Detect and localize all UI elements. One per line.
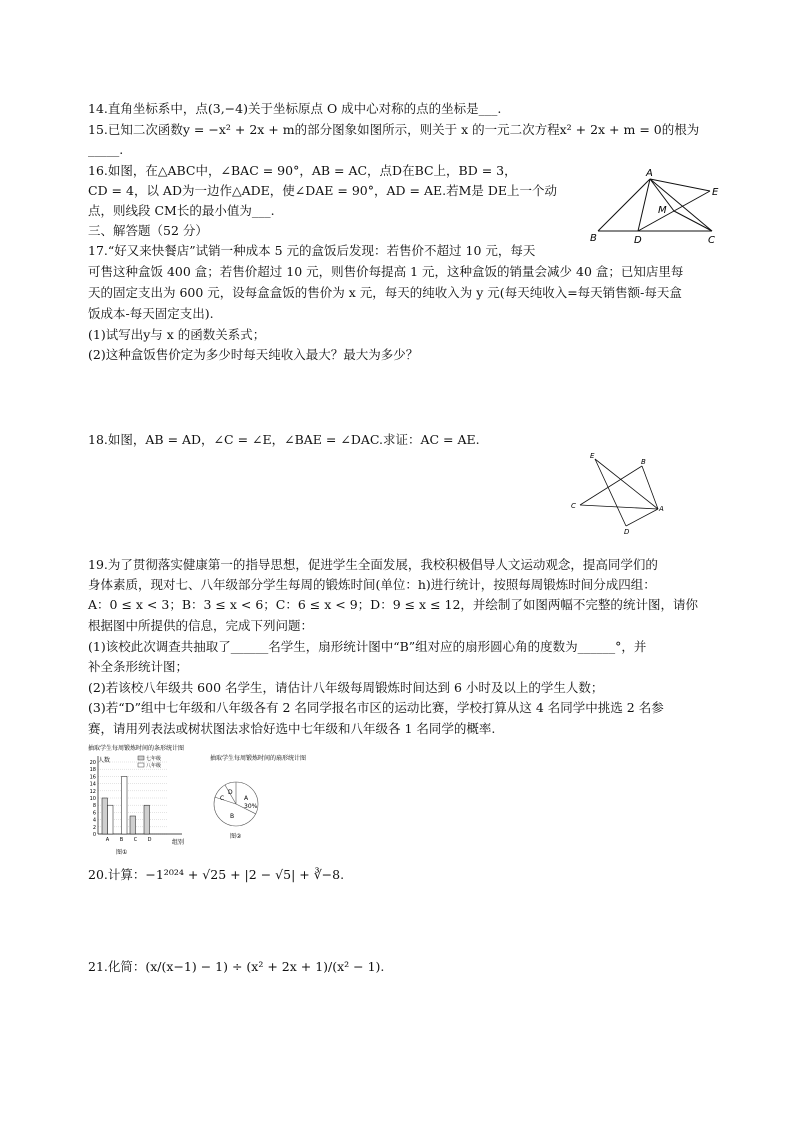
bar-chart (86, 742, 196, 860)
question-17-sub2: (2)这种盒饭售价定为多少时每天纯收入最大？最大为多少？ (88, 347, 419, 362)
bar-chart-xlabel: 组别 (172, 839, 185, 846)
question-19-line2: 身体素质，现对七、八年级部分学生每周的锻炼时间(单位：h)进行统计，按照每周锻炼时间分成四组： (88, 577, 656, 592)
bar-A-1 (108, 805, 114, 834)
bar-ytick-label: 10 (89, 796, 96, 802)
question-16-line3: 点，则线段 CM长的最小值为___. (88, 203, 275, 218)
bar-ytick-label: 6 (92, 810, 96, 817)
bar-legend-swatch (138, 756, 144, 760)
question-17-line3: 天的固定支出为 600 元，设每盒盒饭的售价为 x 元，每天的纯收入为 y 元(每天纯收入=每天销售额-每天盒 (88, 285, 682, 300)
pie-chart-title: 抽取学生每周锻炼时间的扇形统计图 (210, 755, 307, 762)
question-16-line1: 16.如图，在△ABC中，∠BAC = 90°，AB = AC，点D在BC上，BD = 3， (88, 163, 517, 178)
fig16-label-c: C (708, 235, 715, 246)
question-17-line1: 17.“好又来快餐店”试销一种成本 5 元的盒饭后发现：若售价不超过 10 元，每天 (88, 243, 536, 258)
bar-legend-label: 八年级 (146, 763, 162, 769)
question-19-line1: 19.为了贯彻落实健康第一的指导思想，促进学生全面发展，我校积极倡导人文运动观念，提高同学们的 (88, 557, 658, 572)
question-16-line2: CD = 4，以 AD为一边作△ADE，使∠DAE = 90°，AD = AE.若M是 DE上一个动 (88, 183, 558, 198)
bar-ytick-label: 14 (89, 781, 96, 788)
bar-C-0 (130, 816, 136, 834)
bar-chart-ylabel: 人数 (98, 757, 111, 764)
bar-ytick-label: 12 (89, 788, 96, 795)
fig16-label-m: M (658, 205, 667, 216)
question-19-sub3b: 赛，请用列表法或树状图法求恰好选中七年级和八年级各 1 名同学的概率. (88, 721, 496, 736)
question-18-figure (568, 452, 673, 536)
question-16-figure (590, 165, 730, 245)
question-15-line1: 15.已知二次函数y = −x² + 2x + m的部分图象如图所示，则关于 x 的一元二次方程x² + 2x + m = 0的根为 (88, 122, 700, 137)
question-19-sub1: (1)该校此次调查共抽取了______名学生，扇形统计图中“B”组对应的扇形圆心角的度数为______°，并 (88, 639, 647, 654)
pie-label-b: B (230, 813, 235, 820)
bar-A-0 (102, 798, 108, 834)
bar-ytick-label: 16 (89, 774, 96, 781)
pie-chart-caption: 图② (230, 833, 242, 840)
bar-chart-title: 抽取学生每周锻炼时间的条形统计图 (88, 745, 185, 752)
fig18-label-d: D (624, 528, 630, 536)
question-18: 18.如图，AB = AD，∠C = ∠E，∠BAE = ∠DAC.求证：AC = AE. (88, 432, 480, 447)
fig18-label-a: A (659, 505, 664, 513)
fig16-label-d: D (634, 235, 642, 246)
bar-B-1 (122, 776, 128, 834)
pie-chart (208, 752, 307, 852)
section-heading: 三、解答题（52 分） (88, 223, 208, 238)
fig16-label-a: A (646, 168, 653, 179)
bar-ytick-label: 18 (89, 767, 96, 774)
question-17-line4: 饭成本-每天固定支出). (88, 306, 214, 321)
fig18-label-b: B (641, 458, 646, 466)
bar-ytick-label: 8 (92, 803, 96, 810)
bar-xtick-label: B (119, 837, 124, 843)
question-15-line2: _____. (88, 142, 124, 157)
bar-legend-swatch (138, 763, 144, 767)
bar-ytick-label: 4 (92, 817, 96, 824)
question-19-sub2: (2)若该校八年级共 600 名学生，请估计八年级每周锻炼时间达到 6 小时及以上的学生人数； (88, 680, 604, 695)
bar-ytick-label: 0 (92, 832, 96, 838)
bar-chart-caption: 图① (116, 849, 128, 856)
pie-label-a: A (244, 795, 249, 802)
question-19-line3: A：0 ≤ x < 3；B：3 ≤ x < 6；C：6 ≤ x < 9；D：9 ≤ x ≤ 12，并绘制了如图两幅不完整的统计图，请你 (88, 597, 698, 612)
fig18-label-e: E (590, 452, 595, 460)
question-21: 21.化简：(x/(x−1) − 1) ÷ (x² + 2x + 1)/(x² − 1). (88, 959, 385, 974)
question-19-sub1b: 补全条形统计图； (88, 659, 189, 674)
question-20: 20.计算：−1²⁰²⁴ + √25 + |2 − √5| + ∛−8. (88, 867, 345, 882)
bar-legend-label: 七年级 (146, 756, 162, 762)
fig16-label-b: B (590, 233, 597, 244)
bar-xtick-label: A (105, 837, 110, 843)
question-17-line2: 可售这种盒饭 400 盒；若售价超过 10 元，则售价每提高 1 元，这种盒饭的销量会减少 40 盒；已知店里每 (88, 264, 684, 279)
pie-label-c: C (220, 795, 225, 802)
question-14: 14.直角坐标系中，点(3,−4)关于坐标原点 O 成中心对称的点的坐标是___. (88, 101, 502, 116)
fig18-label-c: C (571, 502, 576, 510)
question-19-line4: 根据图中所提供的信息，完成下列问题： (88, 618, 314, 633)
pie-label-d: D (228, 789, 233, 796)
bar-ytick-label: 20 (89, 760, 96, 766)
bar-ytick-label: 2 (92, 824, 96, 831)
question-19-sub3: (3)若“D”组中七年级和八年级各有 2 名同学报名市区的运动比赛，学校打算从这 4 名同学中挑选 2 名参 (88, 700, 664, 715)
pie-label-percent: 30% (244, 803, 258, 810)
fig16-label-e: E (712, 187, 719, 198)
question-17-sub1: (1)试写出y与 x 的函数关系式； (88, 327, 266, 342)
bar-xtick-label: D (147, 837, 152, 843)
bar-xtick-label: C (133, 837, 138, 843)
bar-D-0 (144, 805, 150, 834)
